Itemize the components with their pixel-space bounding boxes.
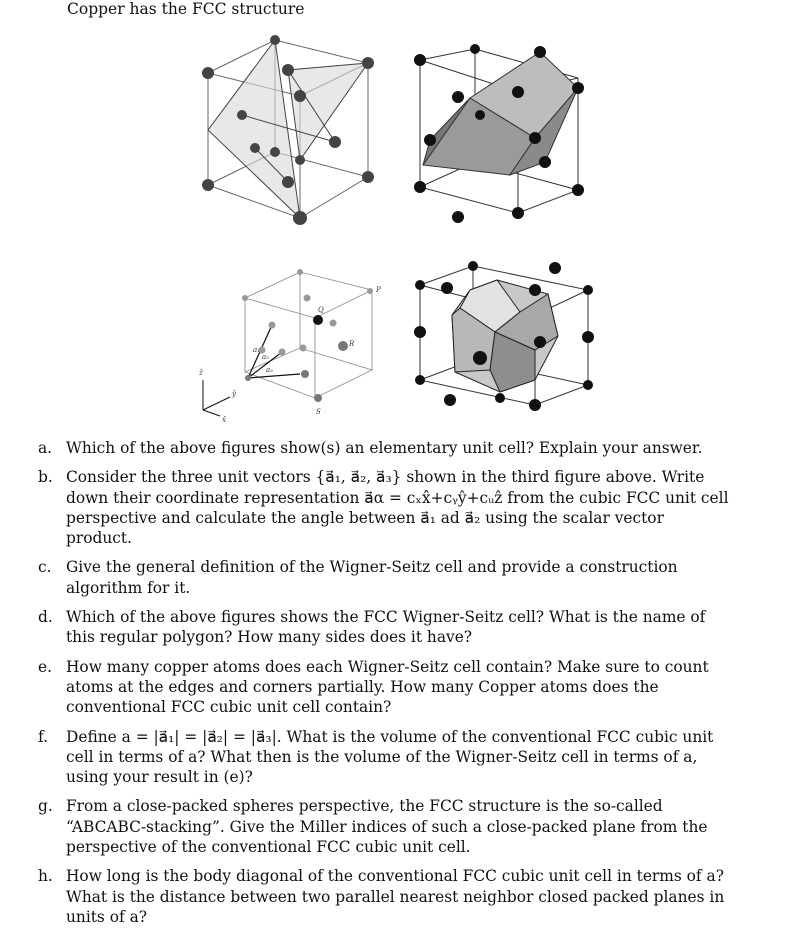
question-label: e.	[38, 657, 53, 676]
question-text: Which of the above figures shows the FCC Wigner-Seitz cell? What is the name of this regular polygon? How many sides does it have?	[66, 608, 706, 647]
question-label: h.	[38, 867, 53, 886]
question-item	[0, 657, 792, 718]
question-label: b.	[38, 468, 53, 487]
question-label: c.	[38, 558, 52, 577]
question-text: Which of the above figures show(s) an elementary unit cell? Explain your answer.	[66, 439, 703, 457]
figure-primitive-vectors-labels	[198, 286, 381, 424]
label-p: P	[376, 286, 381, 294]
figure-primitive-vectors-atoms	[242, 269, 373, 402]
label-q: Q	[318, 306, 324, 314]
label-a1: a₁	[253, 346, 260, 354]
question-item	[0, 467, 792, 548]
label-s: S	[316, 408, 321, 416]
label-r: R	[349, 340, 355, 348]
question-label: d.	[38, 608, 53, 627]
question-item	[0, 557, 792, 598]
label-a2: a₂	[262, 353, 269, 361]
question-item	[0, 866, 792, 927]
question-item	[0, 438, 792, 458]
question-label: f.	[38, 727, 49, 746]
figure-primitive-cell	[420, 49, 578, 213]
question-text: Give the general definition of the Wigner-Seitz cell and provide a construction algorithm for it.	[66, 558, 678, 597]
question-text: Consider the three unit vectors {a⃗₁, a⃗₂, a⃗₃} shown in the third figure above. Write down their coordinate representation a⃗α = cₓx̂+cᵧŷ+cᵤẑ from the cubic FCC unit cell perspective and calculate the angle between a⃗₁ ad a⃗₂ using the scalar vector product.	[66, 468, 729, 548]
question-text: How many copper atoms does each Wigner-Seitz cell contain? Make sure to count atoms at the edges and corners partially. How many Copper atoms does the conventional FCC cubic unit cell contain?	[66, 657, 709, 717]
crystal-figures	[0, 20, 792, 440]
axis-x-label: x̂	[222, 416, 226, 424]
question-list	[0, 438, 792, 936]
label-a3: a₃	[266, 366, 273, 374]
question-text: From a close-packed spheres perspective, the FCC structure is the so-called “ABCABC-stacking”. Give the Miller indices of such a close-packed plane from the perspective of the conventional FCC cubic unit cell.	[66, 797, 708, 857]
axis-y-label: ŷ	[232, 390, 236, 398]
question-text: Define a = |a⃗₁| = |a⃗₂| = |a⃗₃|. What is the volume of the conventional FCC cubic unit cell in terms of a? What then is the volume of the Wigner-Seitz cell in terms of a, using your result in (e)?	[66, 727, 714, 787]
question-item	[0, 796, 792, 857]
question-item	[0, 607, 792, 648]
axis-z-label: ẑ	[199, 369, 203, 377]
page-title: Copper has the FCC structure	[67, 0, 305, 18]
question-label: g.	[38, 797, 53, 816]
question-label: a.	[38, 439, 53, 457]
question-text: How long is the body diagonal of the conventional FCC cubic unit cell in terms of a? What is the distance between two parallel nearest neighbor closed packed planes in units of a?	[66, 867, 725, 926]
question-item	[0, 727, 792, 788]
